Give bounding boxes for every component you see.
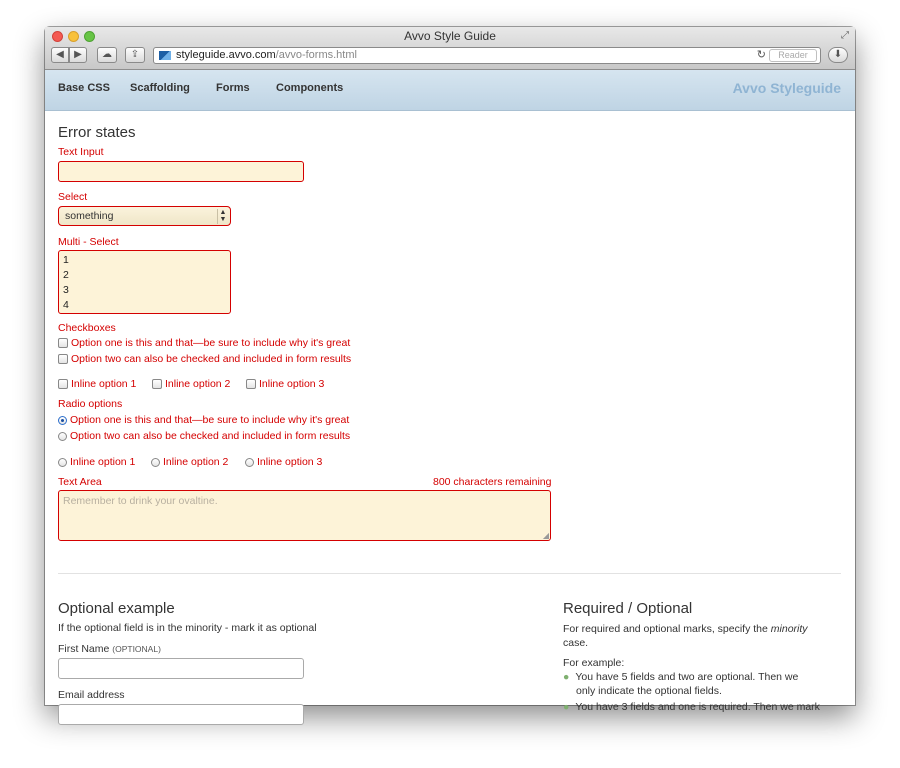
bullet-icon: ● (563, 701, 570, 713)
window-title: Avvo Style Guide (404, 29, 496, 43)
checkbox-input[interactable] (58, 338, 68, 348)
inline-radio-label: Inline option 3 (257, 456, 323, 468)
radio-options-label: Radio options (58, 398, 123, 410)
inline-radio-label: Inline option 1 (70, 456, 136, 468)
nav-item-base-css[interactable]: Base CSS (58, 82, 110, 94)
textarea-char-counter: 800 characters remaining (433, 476, 552, 488)
inline-radio-1[interactable] (58, 456, 135, 468)
error-states-heading: Error states (58, 124, 136, 141)
radio-input[interactable] (58, 432, 67, 441)
forward-button[interactable]: ▶ (69, 47, 87, 63)
cloud-icon: ☁ (102, 49, 112, 60)
checkbox-input[interactable] (58, 354, 68, 364)
reload-icon[interactable]: ↻ (756, 49, 766, 61)
address-bar[interactable] (153, 47, 821, 64)
text-input-label: Text Input (58, 146, 104, 158)
browser-chrome (45, 27, 855, 70)
inline-checkbox-label: Inline option 1 (71, 378, 137, 390)
nav-item-components[interactable]: Components (276, 82, 344, 94)
icloud-tabs-button[interactable] (97, 47, 117, 63)
bullet-text: You have 5 fields and two are optional. Then we (575, 671, 799, 683)
description-suffix: case. (563, 637, 589, 649)
textarea-placeholder: Remember to drink your ovaltine. (63, 495, 218, 507)
checkbox-option-one[interactable] (58, 337, 350, 349)
radio-input[interactable] (151, 458, 160, 467)
browser-toolbar (45, 45, 855, 67)
textarea-label: Text Area (58, 476, 102, 488)
checkbox-input[interactable] (152, 379, 162, 389)
checkbox-option-label: Option two can also be checked and included in form results (71, 353, 352, 365)
back-button[interactable]: ◀ (51, 47, 69, 63)
list-item (563, 671, 798, 683)
description-prefix: For required and optional marks, specify the (563, 623, 771, 635)
inline-radio-2[interactable] (151, 456, 228, 468)
multiselect-option-4[interactable]: 4 (63, 299, 69, 311)
select-arrows-icon: ▲ ▼ (217, 209, 228, 224)
list-item (563, 701, 820, 713)
inline-checkbox-3[interactable] (246, 378, 324, 390)
for-example-label: For example: (563, 657, 625, 669)
browser-window (45, 27, 855, 713)
share-icon: ⇪ (130, 49, 140, 60)
share-button[interactable] (125, 47, 145, 63)
url-domain: styleguide.avvo.com (176, 49, 276, 61)
optional-example-heading: Optional example (58, 600, 175, 617)
select-dropdown[interactable] (58, 206, 231, 226)
multiselect-option-2[interactable]: 2 (63, 269, 69, 281)
site-favicon-icon (159, 51, 171, 60)
radio-option-label: Option two can also be checked and included in form results (70, 430, 351, 442)
optional-tag: (OPTIONAL) (112, 644, 161, 654)
email-address-label: Email address (58, 689, 125, 701)
section-divider (58, 573, 841, 574)
select-label: Select (58, 191, 88, 203)
fullscreen-icon[interactable]: ⤢ (841, 30, 849, 41)
downloads-button[interactable] (828, 47, 848, 63)
email-address-input[interactable] (58, 704, 304, 725)
checkbox-option-label: Option one is this and that—be sure to include why it's great (71, 337, 351, 349)
radio-input-selected[interactable] (58, 416, 67, 425)
multiselect-option-3[interactable]: 3 (63, 284, 69, 296)
inline-checkbox-label: Inline option 3 (259, 378, 325, 390)
resize-grip-icon[interactable]: ◢ (542, 531, 549, 540)
first-name-label (58, 643, 161, 655)
radio-option-one[interactable] (58, 414, 349, 426)
textarea-field[interactable] (58, 490, 551, 541)
inline-radio-3[interactable] (245, 456, 322, 468)
brand-logo[interactable]: Avvo Styleguide (732, 80, 841, 96)
site-navbar (45, 70, 855, 111)
radio-option-label: Option one is this and that—be sure to include why it's great (70, 414, 350, 426)
required-optional-heading: Required / Optional (563, 600, 693, 617)
bullet-icon: ● (563, 671, 570, 683)
inline-checkbox-1[interactable] (58, 378, 136, 390)
list-item-continued: only indicate the optional fields. (576, 685, 722, 697)
bullet-text: You have 3 fields and one is required. Then we mark (575, 701, 820, 713)
radio-input[interactable] (58, 458, 67, 467)
multiselect-label: Multi - Select (58, 236, 119, 248)
first-name-label-text: First Name (58, 643, 110, 655)
optional-example-description: If the optional field is in the minority - mark it as optional (58, 622, 317, 634)
description-emphasis: minority (770, 623, 808, 635)
text-input-field[interactable] (58, 161, 304, 182)
inline-checkbox-2[interactable] (152, 378, 230, 390)
select-value: something (65, 210, 114, 222)
first-name-input[interactable] (58, 658, 304, 679)
nav-item-scaffolding[interactable]: Scaffolding (130, 82, 190, 94)
inline-radio-label: Inline option 2 (163, 456, 229, 468)
checkboxes-label: Checkboxes (58, 322, 116, 334)
radio-option-two[interactable] (58, 430, 350, 442)
reader-button[interactable]: Reader (769, 49, 817, 62)
inline-checkbox-label: Inline option 2 (165, 378, 231, 390)
required-optional-description (563, 622, 823, 650)
checkbox-input[interactable] (58, 379, 68, 389)
download-icon: ⬇ (833, 49, 843, 60)
checkbox-option-two[interactable] (58, 353, 351, 365)
multiselect-option-1[interactable]: 1 (63, 254, 69, 266)
nav-item-forms[interactable]: Forms (216, 82, 250, 94)
checkbox-input[interactable] (246, 379, 256, 389)
radio-input[interactable] (245, 458, 254, 467)
multiselect-list[interactable] (58, 250, 231, 314)
url-path: /avvo-forms.html (275, 49, 357, 61)
